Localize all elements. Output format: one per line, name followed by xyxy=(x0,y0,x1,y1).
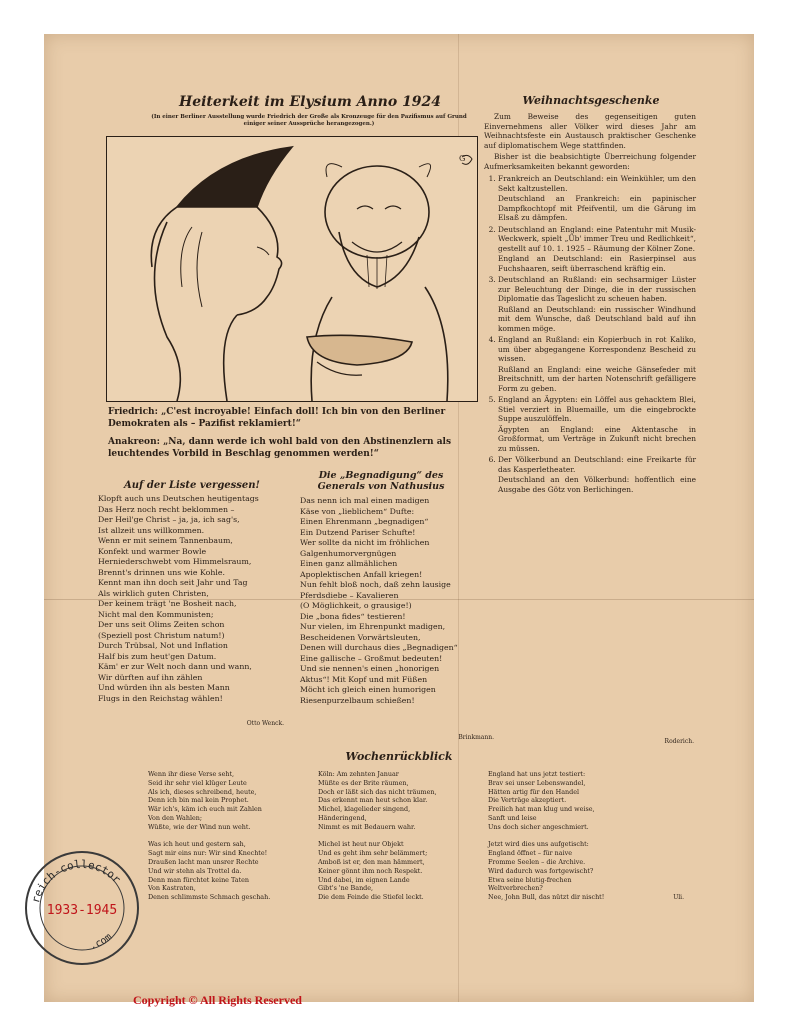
article-intro: Zum Beweise des gegenseitigen guten Einvernehmens aller Völker wird dieses Jahr am Weihnachtsfeste ein Austausch praktischer Geschenke auf diplomatischem Wege stattfinden. xyxy=(484,112,696,150)
gift-main: 6. Der Völkerbund an Deutschland: eine Freikarte für das Kasperletheater. xyxy=(498,455,696,474)
stamp-tld-text xyxy=(89,932,114,952)
wochen-column-3: England hat uns jetzt testiert: Brav sei unser Lebenswandel, Hätten artig für den Handel Die Verträge akzeptiert. Freilich hat man klug und weise, Sanft und leise Uns doch sicher angeschmiert. Jetzt wird dies uns aufgetischt: England öffnet – für naive Fromme Seelen – die Archive. Wird dadurch was fortgewischt? Etwa seine blutig-frechen Weltverbrechen? Nee, John Bull, das nützt dir nischt! xyxy=(488,770,605,902)
gift-reply: Ägypten an England: eine Aktentasche in Großformat, um Verträge in Zukunft nicht brechen zu müssen. xyxy=(498,424,696,453)
gift-reply: Rußland an Deutschland: ein russischer Windhund mit dem Wunsche, daß Deutschland bald auf ihn kommen möge. xyxy=(498,304,696,333)
gift-main: 3. Deutschland an Rußland: ein sechsarmiger Lüster zur Beleuchtung der Dinge, die in der russischen Diplomatie das Tageslicht zu scheuen haben. xyxy=(498,275,696,303)
gift-main: 1. Frankreich an Deutschland: ein Weinkühler, um den Sekt kaltzustellen. xyxy=(498,174,696,193)
caption-speaker: Friedrich: xyxy=(108,407,158,417)
poem-author: Otto Wenck. xyxy=(246,720,284,727)
section-title: Wochenrückblick xyxy=(345,750,453,763)
caption-anakreon xyxy=(108,436,488,460)
newspaper-page xyxy=(44,34,754,1002)
wochen-column-2: Köln: Am zehnten Januar Müßte es der Brite räumen, Doch er läßt sich das nicht träumen, Das erkennt man heut schon klar. Michel, klagelieder singend, Händeringend, Nimmt es mit Bedauern wahr. Michel ist heut nur Objekt Und es geht ihm sehr belämmert; Amboß ist er, den man hämmert, Keiner gönnt ihm noch Respekt. Und dabei, im eignen Lande Gibt's 'ne Bande, Die dem Feinde die Stiefel leckt. xyxy=(318,770,437,902)
gift-item xyxy=(498,455,696,494)
gift-main: 2. Deutschland an England: eine Patentuhr mit Musik-Weckwerk, spielt „Üb' immer Treu und Redlichkeit“, gestellt auf 10. 1. 1925 – Räumung der Kölner Zone. xyxy=(498,224,696,253)
cartoon-mark: G xyxy=(459,154,466,163)
stamp-seal xyxy=(22,848,142,968)
cartoon-subtitle: (In einer Berliner Ausstellung wurde Friedrich der Große als Kronzeuge für den Pazifismus auf Grund einiger seiner Aussprüche herangezogen.) xyxy=(151,114,467,127)
gift-main: 4. England an Rußland: ein Kopierbuch in rot Kaliko, um über abgegangene Korrespondenz Bescheid zu wissen. xyxy=(498,335,696,363)
gift-reply: Rußland an England: eine weiche Gänsefeder mit Breitschnitt, um der harten Notenschrift gefälligere Form zu geben. xyxy=(498,364,696,393)
cartoon-drawing xyxy=(107,137,477,401)
gift-item xyxy=(498,335,696,393)
poem-title: Auf der Liste vergessen! xyxy=(124,480,260,491)
gift-item xyxy=(498,275,696,333)
caption-friedrich xyxy=(108,406,488,430)
article-intro2: Bisher ist die beabsichtigte Überreichung folgender Aufmerksamkeiten bekannt geworden: xyxy=(484,152,696,171)
caption-speaker: Anakreon: xyxy=(108,437,160,447)
poem-body: Klopft auch uns Deutschen heutigentags Das Herz noch recht beklommen – Der Heil'ge Christ – ja, ja, ich sag's, Ist allzeit uns willkommen. Wenn er mit seinem Tannenbaum, Konfekt und warmer Bowle Herniederschwebt vom Himmelsraum, Brennt's drinnen uns wie Kohle. Kennt man ihn doch seit Jahr und Tag Als wirklich guten Christen, Der keinem trägt 'ne Bosheit nach, Nicht mal den Kommunisten; Der uns seit Olims Zeiten schon (Speziell post Christum natum!) Durch Trübsal, Not und Inflation Half bis zum heut'gen Datum. Käm' er zur Welt noch dann und wann, Wir dürften auf ihn zählen Und würden ihn als besten Mann Flugs in den Reichstag wählen! xyxy=(98,494,259,703)
wochen-author: Uli. xyxy=(673,894,684,901)
gift-item xyxy=(498,395,696,453)
article-author: Roderich. xyxy=(664,738,694,745)
wochen-column-1: Wenn ihr diese Verse seht, Seid ihr sehr viel klüger Leute Als ich, dieses schreibend, heute, Denn ich bin mal kein Prophet. Wär ich's, käm ich euch mit Zahlen Von den Wahlen; Wüßte, wie der Wind nun weht. Was ich heut und gestern sah, Sagt mir eins nur: Wir sind Knechte! Draußen lacht man unsrer Rechte Und wir stehn als Trottel da. Denn man fürchtet keine Taten Von Kastraten, Denen schlimmste Schmach geschah. xyxy=(148,770,271,902)
cartoon-illustration xyxy=(106,136,478,402)
stamp-top-text xyxy=(29,858,123,905)
caption-text: „Na, dann werde ich wohl bald von den Abstinenzlern als leuchtendes Vorbild in Beschlag genommen werden!“ xyxy=(108,437,452,459)
stamp-years: 1933-1945 xyxy=(46,903,118,918)
stamp-top-path: reich-collector xyxy=(28,857,124,905)
poem-body: Das nenn ich mal einen madigen Käse von „lieblichem“ Dufte: Einen Ehrenmann „begnadigen“ Ein Dutzend Pariser Schufte! Wer sollte da nicht im fröhlichen Galgenhumorvergnügen Einen ganz allmählichen Apoplektischen Anfall kriegen! Nun fehlt bloß noch, daß zehn lausige Pferdsdiebe – Kavalieren (O Möglichkeit, o grausige!) Die „bona fides“ testieren! Nur vielen, im Ehrenpunkt madigen, Bescheidenen Vorwärtsleuten, Denen will durchaus dies „Begnadigen“ Eine gallische – Großmut bedeuten! Und sie nennen's einen „honorigen Aktus“! Mit Kopf und mit Füßen Möcht ich gleich einen humorigen Riesenpurzelbaum schießen! xyxy=(300,496,458,705)
gift-main: 5. England an Ägypten: ein Löffel aus gehacktem Blei, Stiel verziert in Bluemaille, um die eingebrockte Suppe auszulöffeln. xyxy=(498,395,696,423)
cartoon-title: Heiterkeit im Elysium Anno 1924 xyxy=(178,94,442,110)
copyright-notice: Copyright © All Rights Reserved xyxy=(133,993,302,1007)
poem-title: Die „Begnadigung“ des Generals von Nathusius xyxy=(317,470,445,492)
gift-reply: England an Deutschland: ein Rasierpinsel aus Fuchshaaren, seift überraschend kräftig ein. xyxy=(498,254,696,273)
stamp-tld-path: .com xyxy=(88,931,115,952)
poem-author: Brinkmann. xyxy=(458,734,494,741)
gift-list xyxy=(484,174,696,494)
article-body xyxy=(484,112,696,496)
watermark-stamp xyxy=(22,848,142,968)
gift-reply: Deutschland an den Völkerbund: hoffentlich eine Ausgabe des Götz von Berlichingen. xyxy=(498,475,696,494)
article-title: Weihnachtsgeschenke xyxy=(522,94,660,107)
gift-item xyxy=(498,174,696,223)
caption-text: „C'est incroyable! Einfach doll! Ich bin von den Berliner Demokraten als – Pazifist reklamiert!“ xyxy=(108,407,446,429)
gift-reply: Deutschland an Frankreich: ein papinischer Dampfkochtopf mit Pfeifventil, um die Gärung im Elsaß zu dämpfen. xyxy=(498,194,696,222)
gift-item xyxy=(498,225,696,274)
